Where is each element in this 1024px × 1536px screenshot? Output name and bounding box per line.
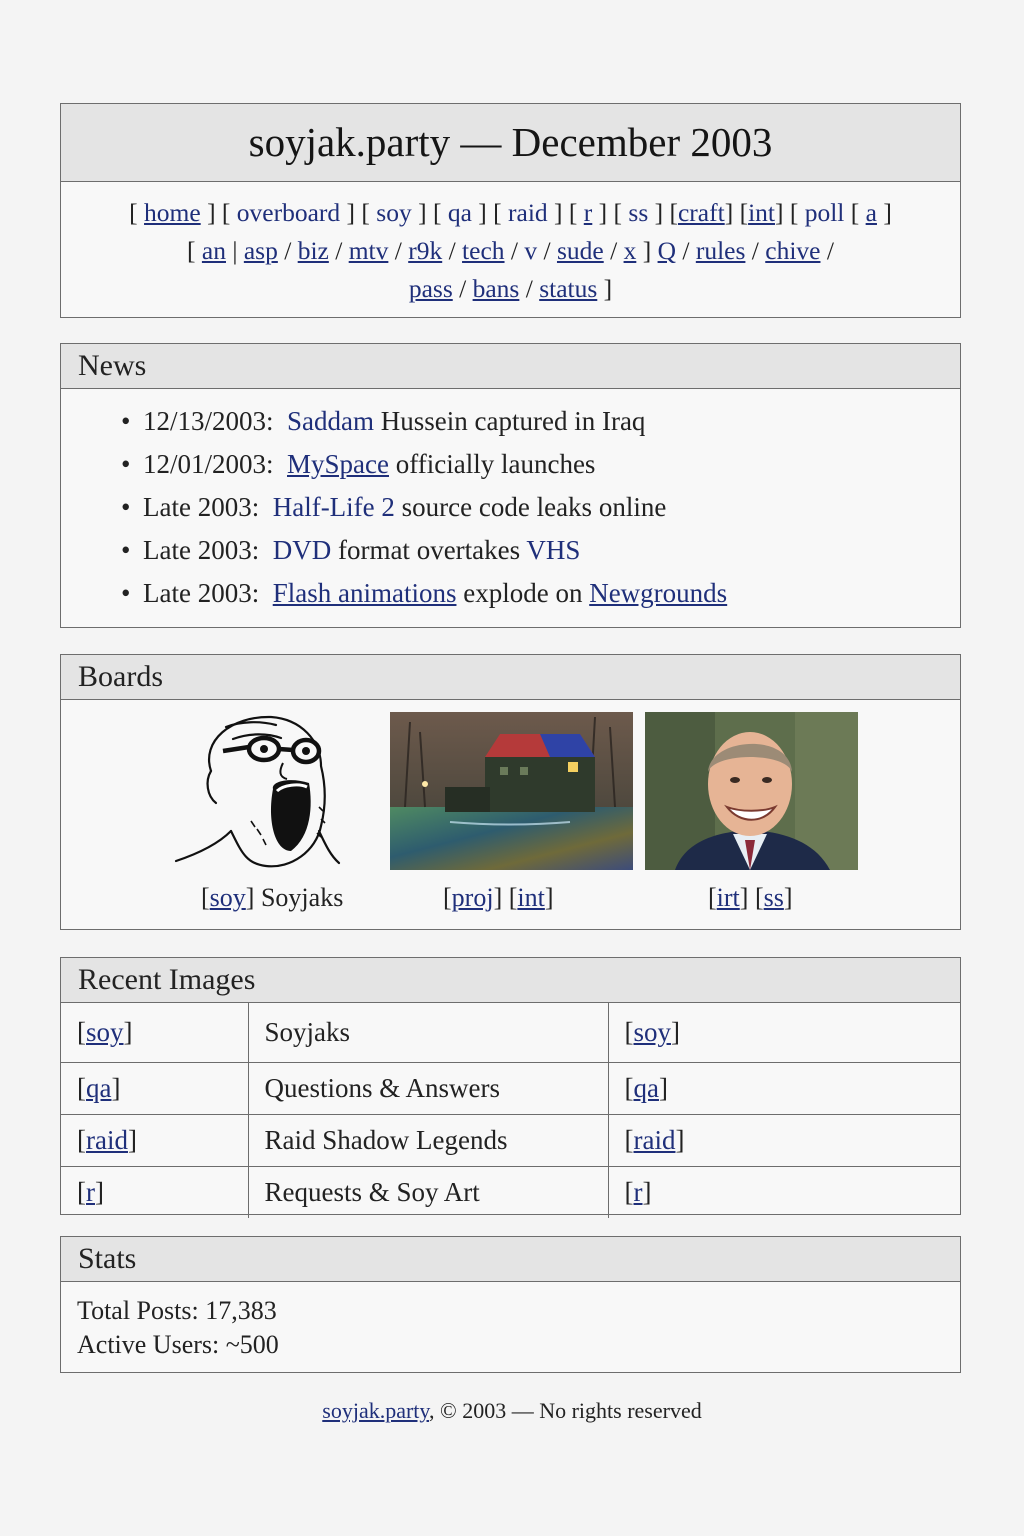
- portrait-thumbnail[interactable]: [645, 712, 858, 870]
- recent-images-table: [61, 1003, 960, 1218]
- board-link-soy[interactable]: soy: [86, 1017, 124, 1047]
- nav-separator: ] [: [200, 198, 237, 227]
- site-header: [60, 103, 961, 318]
- board-cell: [raid]: [61, 1115, 248, 1167]
- nav-link-sude[interactable]: sude: [556, 236, 604, 265]
- board-caption-irt-ss: [irt] [ss]: [708, 883, 793, 912]
- nav-separator: /: [603, 236, 624, 265]
- news-item: [143, 532, 960, 575]
- nav-separator: /: [820, 236, 834, 265]
- nav-link-overboard[interactable]: overboard: [236, 198, 341, 227]
- nav-row-1: [81, 194, 940, 232]
- news-link[interactable]: DVD: [272, 535, 332, 565]
- table-row: [61, 1003, 960, 1063]
- nav-separator: /: [675, 236, 696, 265]
- nav-link-biz[interactable]: biz: [297, 236, 329, 265]
- nav-link-asp[interactable]: asp: [243, 236, 278, 265]
- footer-site-link[interactable]: soyjak.party: [322, 1398, 429, 1423]
- nav-separator: ]: [876, 198, 892, 227]
- nav-separator: /: [504, 236, 525, 265]
- stats-heading: Stats: [61, 1237, 960, 1282]
- news-link[interactable]: VHS: [526, 535, 581, 565]
- news-item: [143, 403, 960, 446]
- nav-separator: ]: [597, 274, 613, 303]
- nav-separator: ] [: [592, 198, 629, 227]
- image-link-r[interactable]: r: [633, 1177, 643, 1207]
- nav-link-status[interactable]: status: [539, 274, 598, 303]
- nav-link-tech[interactable]: tech: [462, 236, 505, 265]
- nav-row-2: [81, 232, 940, 270]
- nav-separator: [: [844, 198, 866, 227]
- board-link-proj[interactable]: proj: [451, 883, 494, 912]
- nav-link-raid[interactable]: raid: [508, 198, 548, 227]
- recent-images-panel: [60, 957, 961, 1215]
- nav-link-mtv[interactable]: mtv: [348, 236, 389, 265]
- board-caption-proj-int: [proj] [int]: [443, 883, 554, 912]
- news-link[interactable]: Half-Life 2: [272, 492, 395, 522]
- nav-separator: ] [: [411, 198, 448, 227]
- news-item: [143, 489, 960, 532]
- nav-link-an[interactable]: an: [201, 236, 226, 265]
- board-name-cell: Raid Shadow Legends: [248, 1115, 608, 1167]
- board-link-qa[interactable]: qa: [86, 1073, 112, 1103]
- nav-link-qa[interactable]: qa: [447, 198, 472, 227]
- page-title: soyjak.party — December 2003: [61, 104, 960, 182]
- nav-separator: /: [452, 274, 473, 303]
- news-link[interactable]: Saddam: [287, 406, 375, 436]
- house-thumbnail[interactable]: [390, 712, 633, 870]
- board-name-cell: Soyjaks: [248, 1003, 608, 1063]
- table-row: [61, 1115, 960, 1167]
- recent-images-heading: Recent Images: [61, 958, 960, 1003]
- table-row: [61, 1063, 960, 1115]
- board-link-irt[interactable]: irt: [716, 883, 740, 912]
- table-row: [61, 1167, 960, 1219]
- image-link-raid[interactable]: raid: [633, 1125, 676, 1155]
- news-date: Late 2003:: [143, 492, 260, 522]
- nav-link-pass[interactable]: pass: [408, 274, 453, 303]
- board-navigation: [61, 182, 960, 308]
- nav-link-int[interactable]: int: [748, 198, 775, 227]
- stats-panel: [60, 1236, 961, 1373]
- board-cell: [r]: [61, 1167, 248, 1219]
- boards-panel: [60, 654, 961, 930]
- footer: [0, 1398, 1024, 1424]
- board-link-int[interactable]: int: [517, 883, 545, 912]
- nav-separator: /: [537, 236, 557, 265]
- image-link-cell: [soy]: [608, 1003, 960, 1063]
- nav-link-a[interactable]: a: [865, 198, 877, 227]
- nav-separator: ]: [636, 236, 658, 265]
- news-date: 12/13/2003:: [143, 406, 274, 436]
- nav-link-rules[interactable]: rules: [695, 236, 746, 265]
- news-link[interactable]: Flash animations: [272, 578, 457, 608]
- board-cell: [soy]: [77, 1017, 133, 1047]
- nav-separator: ] [: [724, 198, 749, 227]
- nav-link-soy[interactable]: soy: [376, 198, 412, 227]
- nav-separator: |: [225, 236, 244, 265]
- footer-text: , © 2003 — No rights reserved: [428, 1398, 702, 1423]
- board-link-soy[interactable]: soy: [209, 883, 246, 912]
- nav-separator: /: [388, 236, 409, 265]
- nav-separator: ] [: [471, 198, 509, 227]
- news-date: Late 2003:: [143, 578, 260, 608]
- nav-link-home[interactable]: home: [144, 198, 201, 227]
- nav-separator: /: [277, 236, 298, 265]
- news-list: [61, 389, 960, 618]
- nav-separator: ] [: [648, 198, 678, 227]
- boards-heading: Boards: [61, 655, 960, 700]
- soyjak-thumbnail[interactable]: [171, 711, 346, 871]
- board-link-ss[interactable]: ss: [763, 883, 784, 912]
- nav-separator: /: [442, 236, 463, 265]
- nav-link-ss[interactable]: ss: [628, 198, 649, 227]
- nav-separator: [: [129, 198, 145, 227]
- news-item: [143, 575, 960, 618]
- active-users: Active Users: ~500: [77, 1330, 279, 1359]
- nav-separator: ] [: [340, 198, 377, 227]
- board-link-r[interactable]: r: [86, 1177, 95, 1207]
- nav-link-chive[interactable]: chive: [765, 236, 821, 265]
- nav-separator: [: [187, 236, 202, 265]
- nav-link-v[interactable]: v: [524, 236, 538, 265]
- news-date: 12/01/2003:: [143, 449, 274, 479]
- news-link[interactable]: Newgrounds: [589, 578, 728, 608]
- image-link-soy[interactable]: soy: [633, 1017, 672, 1047]
- news-text: source code leaks online: [394, 492, 667, 522]
- nav-link-q[interactable]: Q: [657, 236, 676, 265]
- news-panel: [60, 343, 961, 628]
- news-text: officially launches: [389, 449, 596, 479]
- news-text: explode on: [456, 578, 590, 608]
- news-text: Hussein captured in Iraq: [374, 406, 646, 436]
- nav-row-3: [81, 270, 940, 308]
- board-caption-soy: [soy] Soyjaks: [201, 883, 344, 912]
- board-link-raid[interactable]: raid: [86, 1125, 128, 1155]
- nav-separator: /: [745, 236, 766, 265]
- board-name-cell: Questions & Answers: [248, 1063, 608, 1115]
- board-cell: [qa]: [61, 1063, 248, 1115]
- nav-link-r[interactable]: r: [583, 198, 593, 227]
- nav-separator: /: [519, 274, 540, 303]
- board-name-cell: Requests & Soy Art: [248, 1167, 608, 1219]
- news-date: Late 2003:: [143, 535, 260, 565]
- nav-link-bans[interactable]: bans: [472, 274, 520, 303]
- news-item: [143, 446, 960, 489]
- nav-separator: /: [328, 236, 349, 265]
- nav-separator: ] [: [774, 198, 805, 227]
- board-caption-text: Soyjaks: [254, 883, 344, 912]
- image-link-cell: [r]: [608, 1167, 960, 1219]
- news-link[interactable]: MySpace: [287, 449, 389, 479]
- nav-link-r9k[interactable]: r9k: [408, 236, 443, 265]
- news-text: format overtakes: [331, 535, 527, 565]
- nav-link-craft[interactable]: craft: [677, 198, 725, 227]
- image-link-cell: [raid]: [608, 1115, 960, 1167]
- nav-link-x[interactable]: x: [623, 236, 637, 265]
- total-posts: Total Posts: 17,383: [77, 1296, 277, 1325]
- image-link-cell: [qa]: [608, 1063, 960, 1115]
- news-heading: News: [61, 344, 960, 389]
- nav-separator: ] [: [547, 198, 584, 227]
- image-link-qa[interactable]: qa: [633, 1073, 659, 1103]
- nav-link-poll[interactable]: poll: [804, 198, 845, 227]
